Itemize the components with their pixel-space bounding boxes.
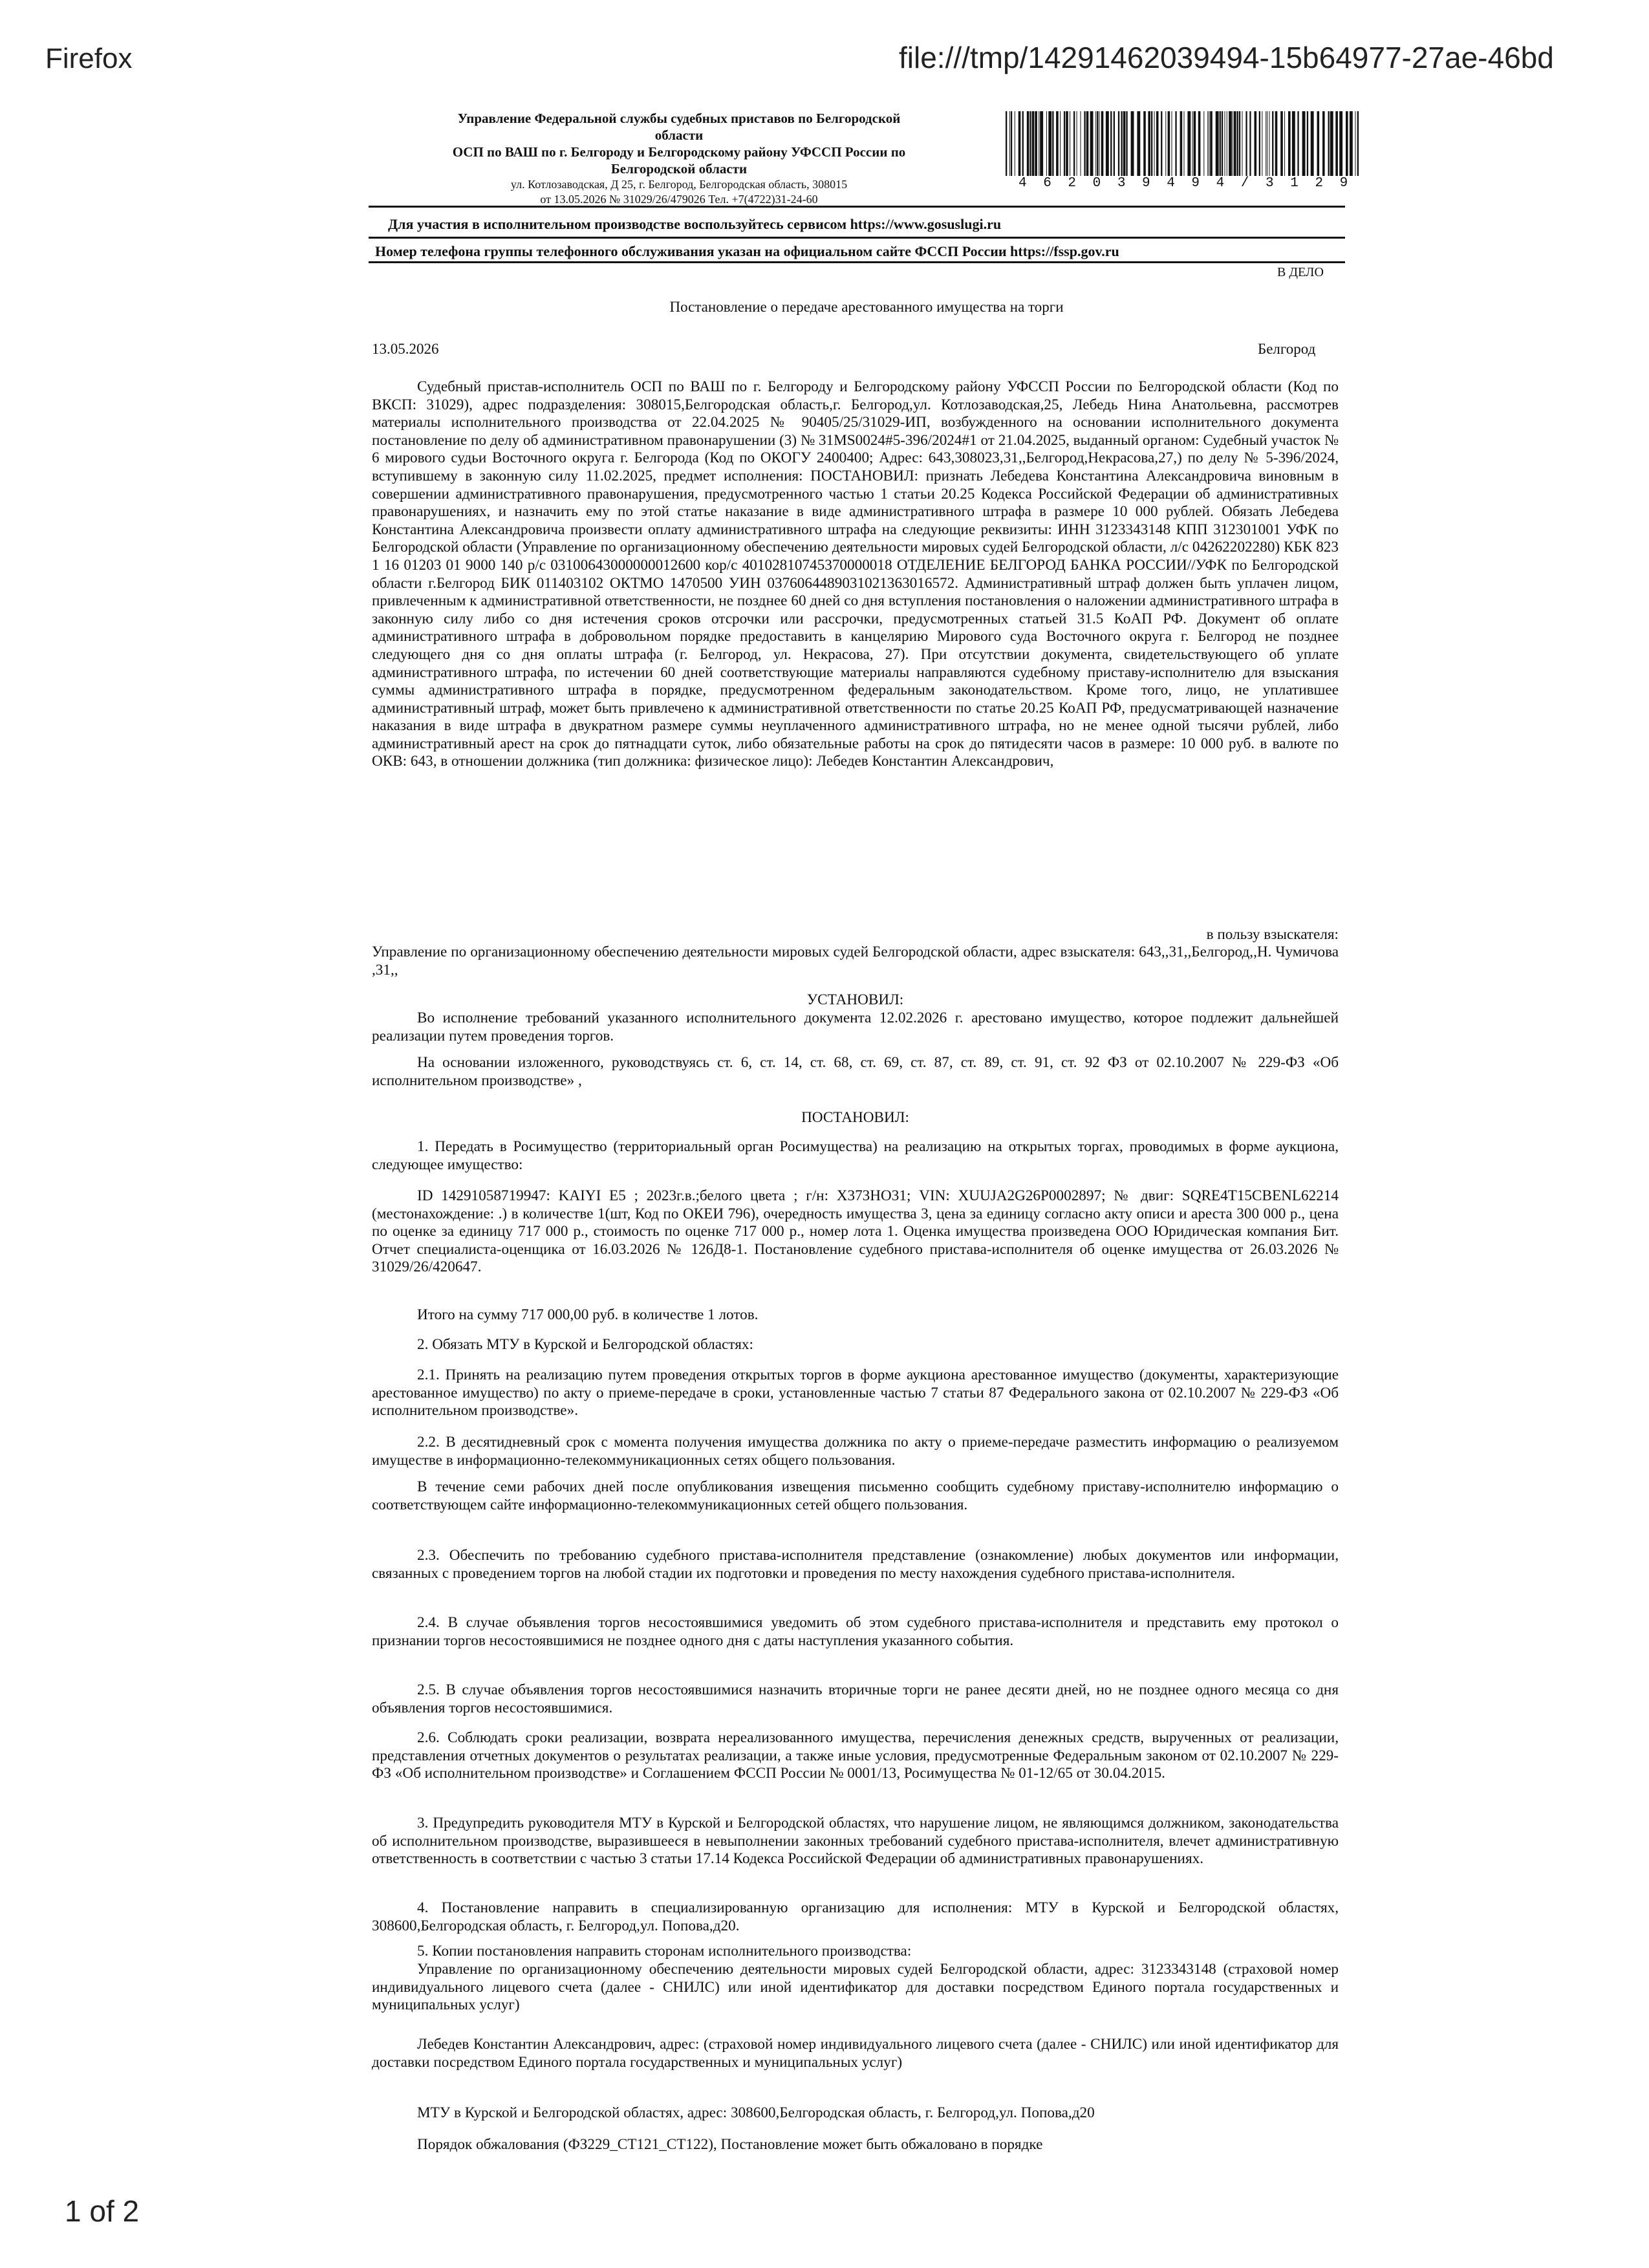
dept-line-1: Управление Федеральной службы судебных приставов по Белгородской	[457, 111, 901, 126]
ustanovil-heading: УСТАНОВИЛ:	[806, 991, 904, 1008]
dept-line-2: области	[654, 127, 704, 143]
item-4-paragraph: 4. Постановление направить в специализированную организацию для исполнения: МТУ в Курской и Белгородской областях, 308600,Белгородская область, г. Белгород,ул. Попова,д20.	[372, 1899, 1339, 1934]
item-2-1-paragraph: 2.1. Принять на реализацию путем проведения открытых торгов в форме аукциона арестованное имущество (документы, характеризующие арестованное имущество) по акту о приеме-передаче в сроки, установленные частью 7 статьи 87 Федерального закона от 02.10.2007 № 229-ФЗ «Об исполнительном производстве».	[372, 1366, 1339, 1420]
barcode-digits: 4 6 2 0 3 9 4 9 4 / 3 1 2 9	[1018, 176, 1352, 191]
item-5-paragraph: 5. Копии постановления направить сторонам исполнительного производства:	[417, 1943, 912, 1960]
appeal-paragraph: Порядок обжалования (ФЗ229_СТ121_СТ122), Постановление может быть обжаловано в порядке	[417, 2136, 1043, 2153]
item-2-5-paragraph: 2.5. В случае объявления торгов несостоявшимися назначить вторичные торги не ранее десяти дней, но не позднее одного месяца со дня объявления торгов несостоявшимися.	[372, 1681, 1339, 1716]
item-1-paragraph: 1. Передать в Росимущество (территориальный орган Росимущества) на реализацию на открытых торгах, проводимых в форме аукциона, следующее имущество:	[372, 1138, 1339, 1173]
dept-address: ул. Котлозаводская, Д 25, г. Белгород, Белгородская область, 308015	[510, 178, 848, 191]
fssp-notice: Номер телефона группы телефонного обслуживания указан на официальном сайте ФССП России https://fssp.gov.ru	[375, 243, 1119, 259]
ustanovil-paragraph: Во исполнение требований указанного исполнительного документа 12.02.2026 г. арестовано имущество, которое подлежит дальнейшей реализации путем проведения торгов.	[372, 1010, 1339, 1044]
browser-name: Firefox	[45, 43, 133, 74]
registration-line: от 13.05.2026 № 31029/26/479026 Тел. +7(4722)31-24-60	[540, 193, 818, 206]
postanovil-heading: ПОСТАНОВИЛ:	[801, 1109, 909, 1126]
osp-line-1: ОСП по ВАШ по г. Белгороду и Белгородскому району УФССП России по	[452, 144, 906, 160]
gosuslugi-notice: Для участия в исполнительном производстве воспользуйтесь сервисом https://www.gosuslugi.ru	[388, 216, 1002, 232]
item-2-6-paragraph: 2.6. Соблюдать сроки реализации, возврата нереализованного имущества, перечисления денежных средств, вырученных от реализации, представления отчетных документов о результатах реализации, а также иные условия, предусмотренные Федеральным законом от 02.10.2007 № 229-ФЗ «Об исполнительном производстве» и Соглашением ФССП России № 0001/13, Росимущества № 01-12/65 от 30.04.2015.	[372, 1729, 1339, 1782]
intro-paragraph: Судебный пристав-исполнитель ОСП по ВАШ по г. Белгороду и Белгородскому району УФССП России по Белгородской области (Код по ВКСП: 31029), адрес подразделения: 308015,Белгородская область,г. Белгород,ул. Котлозаводская,25, Лебедь Нина Анатольевна, рассмотрев материалы исполнительного производства от 22.04.2025 № 90405/25/31029-ИП, возбужденного на основании исполнительного документа постановление по делу об административном правонарушении (3) № 31MS0024#5-396/2024#1 от 21.04.2025, выданный органом: Судебный участок № 6 мирового судьи Восточного округа г. Белгорода (Код по ОКОГУ 2400400; Адрес: 643,308023,31,,Белгород,Некрасова,27,) по делу № 5-396/2024, вступившему в законную силу 11.02.2025, предмет исполнения: ПОСТАНОВИЛ: признать Лебедева Константина Александровича виновным в совершении административного правонарушения, предусмотренного частью 1 статьи 20.25 Кодекса Российской Федерации об административных правонарушениях, и назначить ему по этой статье наказание в виде административного штрафа в размере 10 000 рублей. Обязать Лебедева Константина Александровича произвести оплату административного штрафа на следующие реквизиты: ИНН 3123343148 КПП 312301001 УФК по Белгородской области (Управление по организационному обеспечению деятельности мировых судей Белгородской области, л/с 04262202280) КБК 823 1 16 01203 01 9000 140 р/с 03100643000000012600 кор/с 40102810745370000018 ОТДЕЛЕНИЕ БЕЛГОРОД БАНКА РОССИИ//УФК по Белгородской области г.Белгород БИК 011403102 ОКТМО 1470500 УИН 0376064489031021363016572. Административный штраф должен быть уплачен лицом, привлеченным к административной ответственности, не позднее 60 дней со дня вступления постановления о наложении административного штрафа в законную силу либо со дня истечения сроков отсрочки или рассрочки, предусмотренных статьей 31.5 КоАП РФ. Документ об оплате административного штрафа в добровольном порядке предоставить в канцелярию Мирового суда Восточного округа г. Белгород не позднее следующего дня со дня оплаты штрафа (г. Белгород, ул. Некрасова, 27). При отсутствии документа, свидетельствующего об уплате административного штрафа, по истечении 60 дней соответствующие материалы направляются судебному приставу-исполнителю для взыскания суммы административного штрафа в порядке, предусмотренном федеральным законодательством. Кроме того, лицо, не уплатившее административный штраф, может быть привлечено к административной ответственности по статье 20.25 КоАП РФ, предусматривающей назначение наказания в виде штрафа в двукратном размере суммы неуплаченного административного штрафа, но не менее одной тысячи рублей, либо административный арест на срок до пятнадцати суток, либо обязательные работы на срок до пятидесяти часов в размере: 10 000 руб. в валюте по ОКВ: 643, в отношении должника (тип должника: физическое лицо): Лебедев Константин Александрович,	[372, 378, 1339, 770]
recipient-3-paragraph: МТУ в Курской и Белгородской областях, адрес: 308600,Белгородская область, г. Белгород,ул. Попова,д20	[417, 2104, 1095, 2121]
document-title: Постановление о передаче арестованного имущества на торги	[669, 299, 1064, 315]
v-delo-mark: В ДЕЛО	[1277, 265, 1324, 279]
item-3-paragraph: 3. Предупредить руководителя МТУ в Курской и Белгородской областях, что нарушение лицом, не являющимся должником, законодательства об исполнительном производстве, выразившееся в невыполнении законных требований судебного пристава-исполнителя, влечет административную ответственность в соответствии с частью 3 статьи 17.14 Кодекса Российской Федерации об административных правонарушениях.	[372, 1815, 1339, 1868]
item-2-4-paragraph: 2.4. В случае объявления торгов несостоявшимися уведомить об этом судебного пристава-исполнителя и представить ему протокол о признании торгов несостоявшимися не позднее одного дня с даты наступления указанного события.	[372, 1614, 1339, 1649]
header-divider-top	[369, 206, 1345, 208]
property-paragraph: ID 14291058719947: KAIYI E5 ; 2023г.в.;белого цвета ; г/н: Х373НО31; VIN: XUUJA2G26P0002897; № двиг: SQRE4T15CBENL62214 (местонахождение: .) в количестве 1(шт, Код по ОКЕИ 796), очередность имущества 3, цена за единицу согласно акту описи и ареста 300 000 р., цена по оценке за единицу 717 000 р., стоимость по оценке 717 000 р., номер лота 1. Оценка имущества произведена ООО Юридическая компания Бит. Отчет специалиста-оценщика от 16.03.2026 № 126Д8-1. Постановление судебного пристава-исполнителя об оценке имущества от 26.03.2026 № 31029/26/420647.	[372, 1187, 1339, 1276]
item-2-2b-paragraph: В течение семи рабочих дней после опубликования извещения письменно сообщить судебному приставу-исполнителю информацию о соответствующем сайте информационно-телекоммуникационных сетей общего пользования.	[372, 1478, 1339, 1513]
item-2-2-paragraph: 2.2. В десятидневный срок с момента получения имущества должника по акту о приеме-передаче разместить информацию о реализуемом имуществе в информационно-телекоммуникационных сетях общего пользования.	[372, 1434, 1339, 1469]
osp-line-2: Белгородской области	[610, 161, 748, 177]
total-line: Итого на сумму 717 000,00 руб. в количестве 1 лотов.	[417, 1306, 759, 1323]
file-url: file:///tmp/14291462039494-15b64977-27ae-46bd	[899, 41, 1554, 74]
basis-paragraph: На основании изложенного, руководствуясь ст. 6, ст. 14, ст. 68, ст. 69, ст. 87, ст. 89, ст. 91, ст. 92 ФЗ от 02.10.2007 № 229-ФЗ «Об исполнительном производстве» ,	[372, 1054, 1339, 1089]
recipient-2-paragraph: Лебедев Константин Александрович, адрес: (страховой номер индивидуального лицевого счета (далее - СНИЛС) или иной идентификатор для доставки посредством Единого портала государственных и муниципальных услуг)	[372, 2036, 1339, 2071]
header-divider-middle	[369, 237, 1345, 239]
department-header	[369, 110, 989, 207]
creditor-paragraph: Управление по организационному обеспечению деятельности мировых судей Белгородской области, адрес взыскателя: 643,,31,,Белгород,,Н. Чумичова ,31,,	[372, 944, 1339, 978]
header-divider-bottom	[369, 261, 1345, 263]
creditor-intro: в пользу взыскателя:	[1206, 926, 1339, 943]
document-city: Белгород	[1258, 341, 1316, 357]
item-2-paragraph: 2. Обязать МТУ в Курской и Белгородской областях:	[417, 1336, 753, 1353]
barcode-image	[1006, 111, 1361, 176]
page-counter: 1 of 2	[65, 2194, 140, 2228]
document-date: 13.05.2026	[372, 341, 439, 357]
recipient-1-paragraph: Управление по организационному обеспечению деятельности мировых судей Белгородской области, адрес: 3123343148 (страховой номер индивидуального лицевого счета (далее - СНИЛС) или иной идентификатор для доставки посредством Единого портала государственных и муниципальных услуг)	[372, 1961, 1339, 2014]
item-2-3-paragraph: 2.3. Обеспечить по требованию судебного пристава-исполнителя представление (ознакомление) любых документов или информации, связанных с проведением торгов на любой стадии их подготовки и проведения по месту нахождения судебного пристава-исполнителя.	[372, 1547, 1339, 1582]
